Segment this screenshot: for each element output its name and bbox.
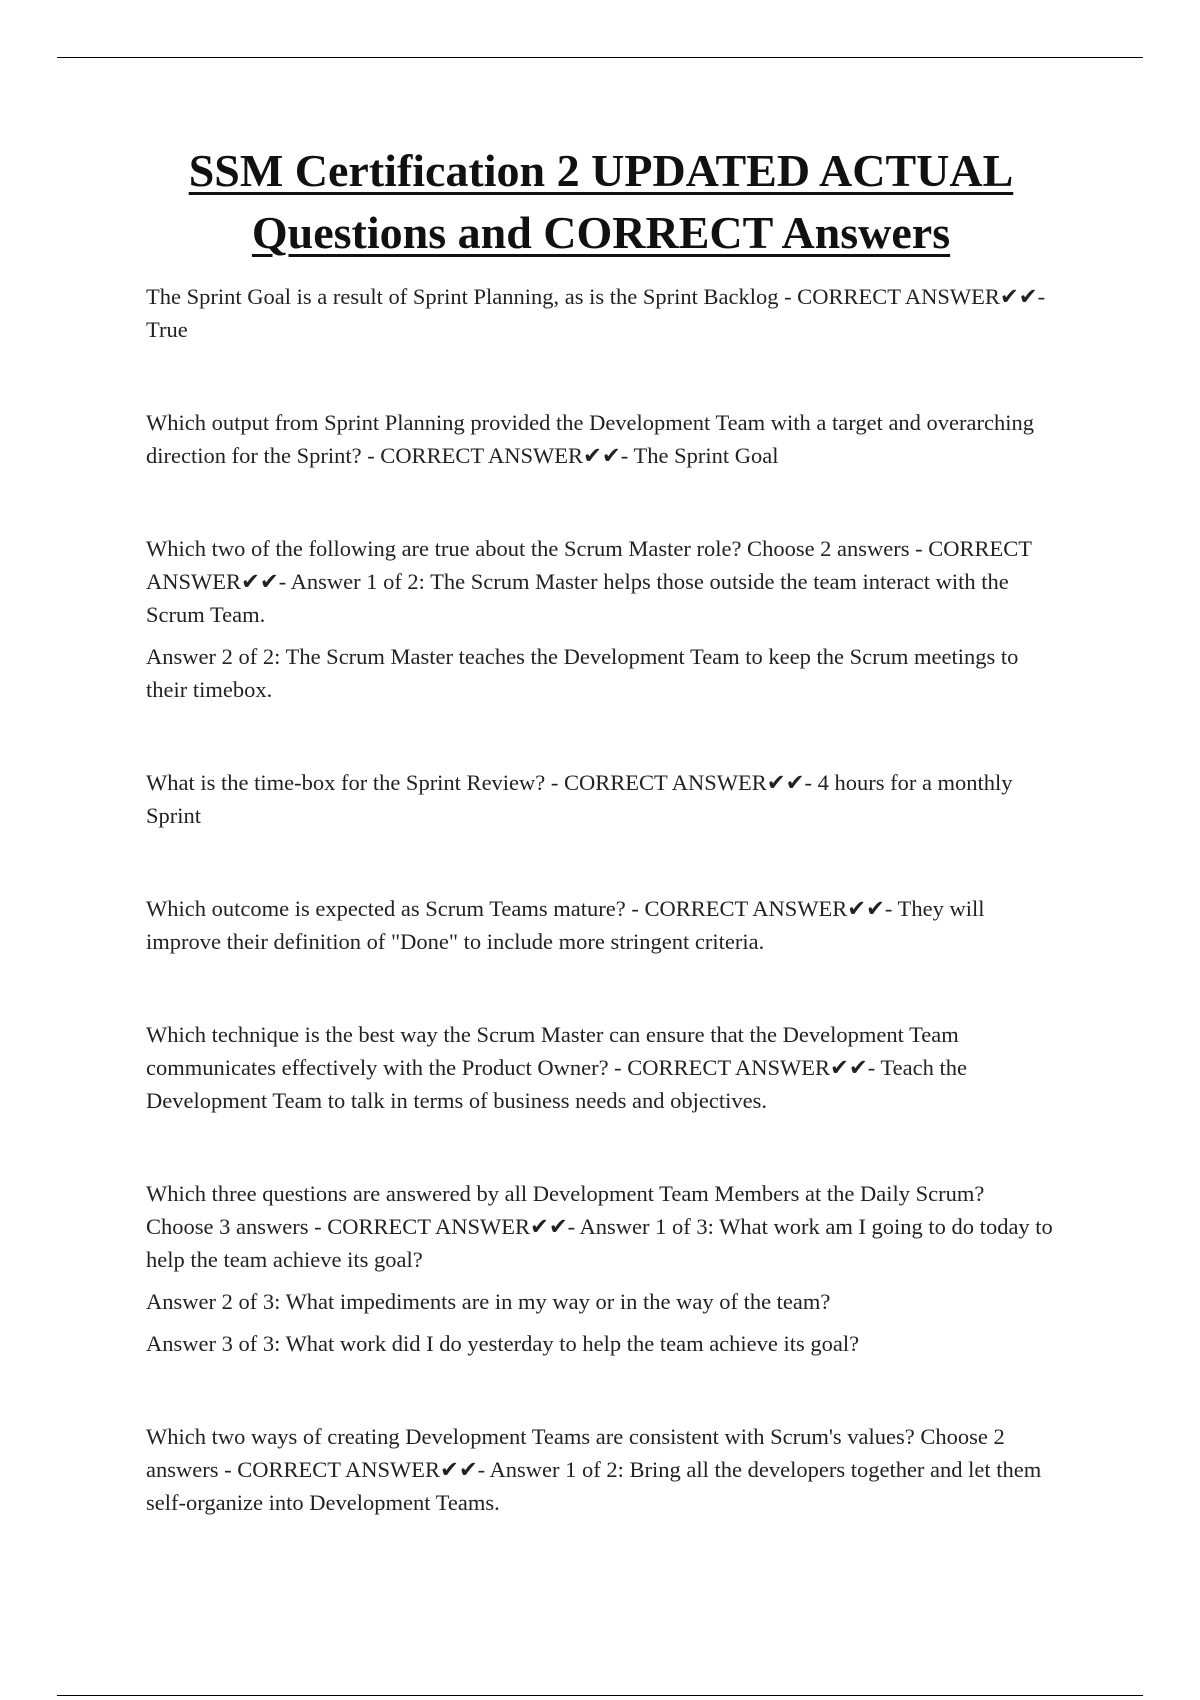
- qa-paragraph: Which output from Sprint Planning provided the Development Team with a target and overarching direction for the Sprint? - CORRECT ANSWER✔✔- The Sprint Goal: [146, 410, 1035, 468]
- document-body: [146, 140, 1056, 1579]
- qa-item-5: [146, 892, 1056, 958]
- qa-paragraph: Answer 2 of 2: The Scrum Master teaches the Development Team to keep the Scrum meetings to their timebox.: [146, 644, 1019, 702]
- title-line-2: Questions and CORRECT Answers: [251, 207, 951, 258]
- qa-item-4: [146, 766, 1056, 832]
- qa-item-3: [146, 532, 1056, 706]
- title-line-1: SSM Certification 2 UPDATED ACTUAL: [188, 145, 1014, 196]
- qa-paragraph: What is the time-box for the Sprint Review? - CORRECT ANSWER✔✔- 4 hours for a monthly Sprint: [146, 770, 1013, 828]
- qa-item-1: [146, 280, 1056, 346]
- bottom-rule: [57, 1695, 1143, 1696]
- qa-paragraph: Answer 3 of 3: What work did I do yesterday to help the team achieve its goal?: [146, 1331, 860, 1356]
- qa-item-2: [146, 406, 1056, 472]
- qa-paragraph: Which technique is the best way the Scrum Master can ensure that the Development Team communicates effectively with the Product Owner? - CORRECT ANSWER✔✔- Teach the Development Team to talk in terms of business needs and objectives.: [146, 1022, 967, 1113]
- qa-paragraph: The Sprint Goal is a result of Sprint Planning, as is the Sprint Backlog - CORRECT ANSWER✔✔- True: [146, 284, 1046, 342]
- qa-paragraph: Which two ways of creating Development Teams are consistent with Scrum's values? Choose 2 answers - CORRECT ANSWER✔✔- Answer 1 of 2: Bring all the developers together and let them self-organize into Development Teams.: [146, 1424, 1042, 1515]
- qa-paragraph: Which outcome is expected as Scrum Teams mature? - CORRECT ANSWER✔✔- They will improve their definition of "Done" to include more stringent criteria.: [146, 896, 985, 954]
- qa-paragraph: Which two of the following are true about the Scrum Master role? Choose 2 answers - CORRECT ANSWER✔✔- Answer 1 of 2: The Scrum Master helps those outside the team interact with the Scrum Team.: [146, 536, 1032, 627]
- top-rule: [57, 57, 1143, 58]
- document-title: [146, 140, 1056, 264]
- qa-item-6: [146, 1018, 1056, 1117]
- qa-item-8: [146, 1420, 1056, 1519]
- qa-paragraph: Answer 2 of 3: What impediments are in my way or in the way of the team?: [146, 1289, 831, 1314]
- qa-item-7: [146, 1177, 1056, 1360]
- qa-paragraph: Which three questions are answered by all Development Team Members at the Daily Scrum? Choose 3 answers - CORRECT ANSWER✔✔- Answer 1 of 3: What work am I going to do today to help the team achieve its goal?: [146, 1181, 1053, 1272]
